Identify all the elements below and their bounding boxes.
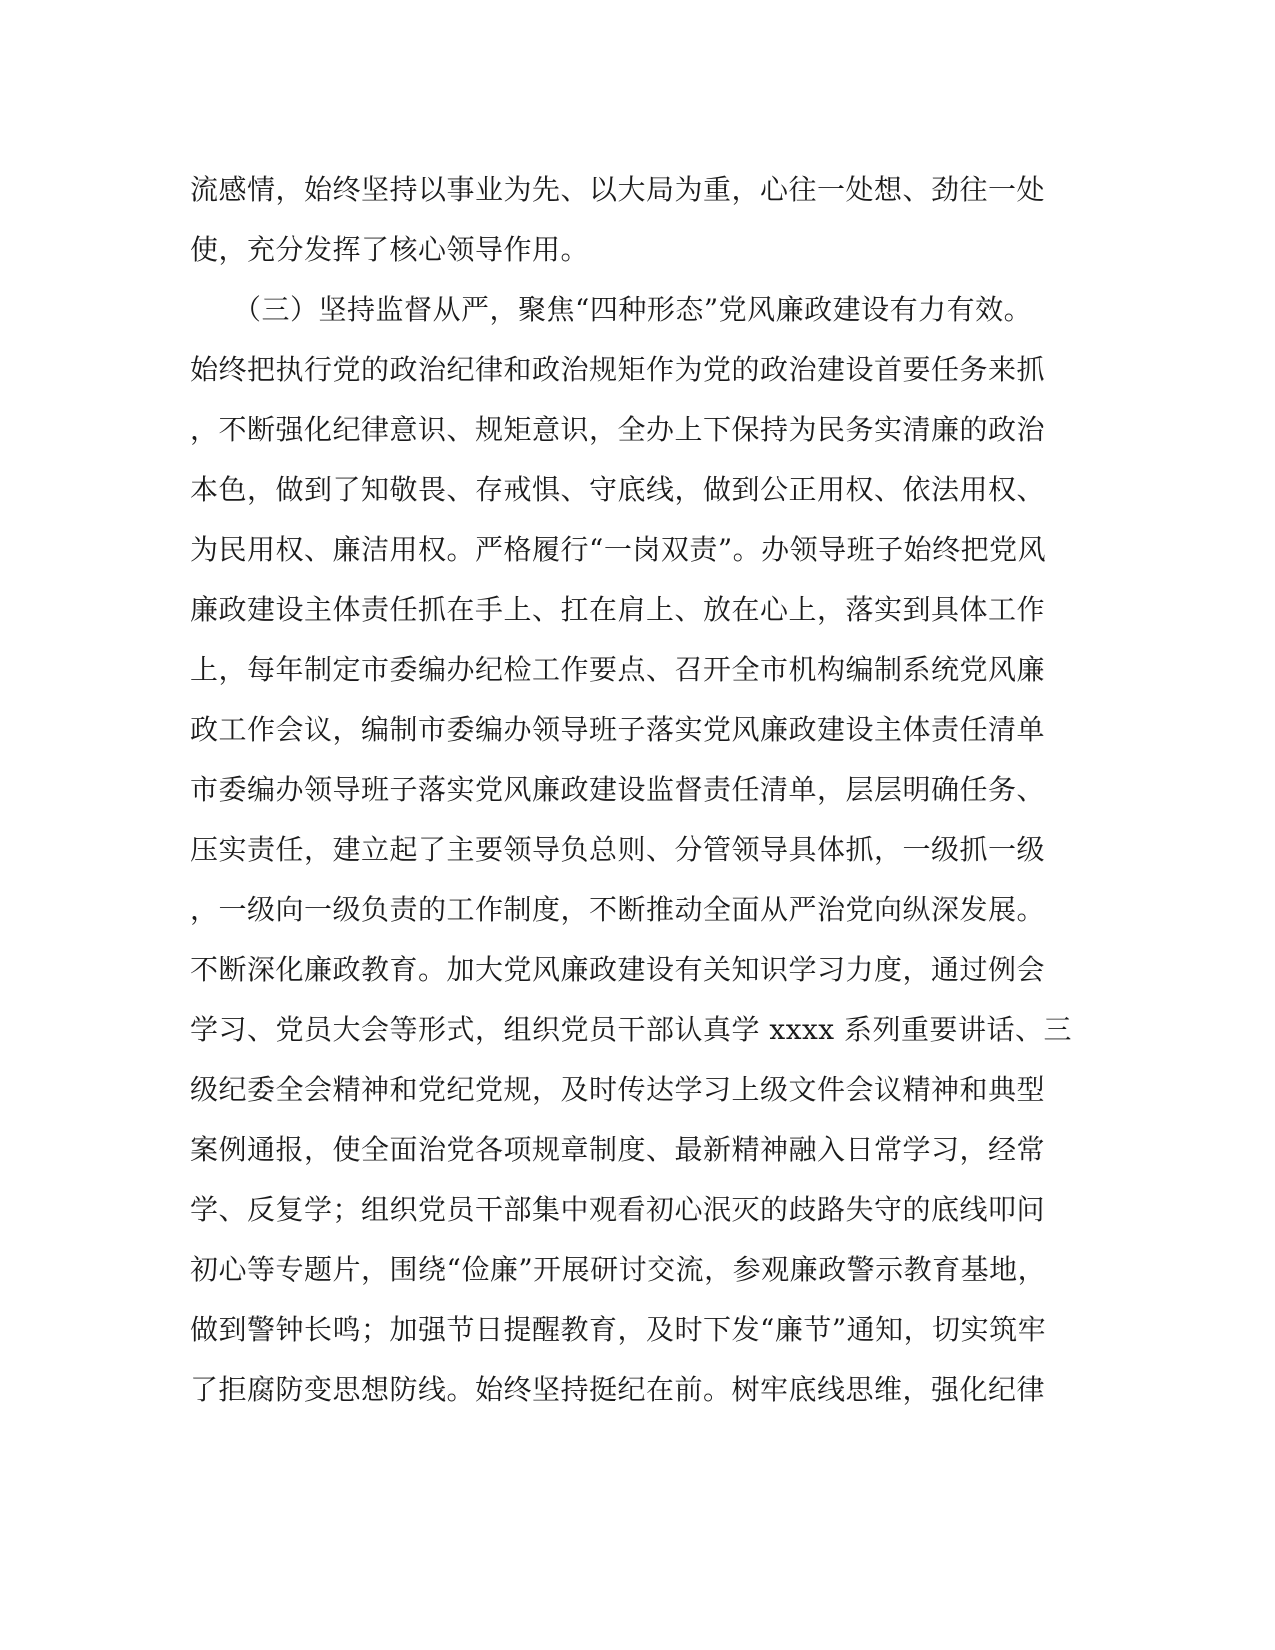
text-line: 本色，做到了知敬畏、存戒惧、守底线，做到公正用权、依法用权、 bbox=[190, 473, 1046, 506]
text-line: 政工作会议，编制市委编办领导班子落实党风廉政建设主体责任清单 bbox=[190, 713, 1046, 746]
text-line: 压实责任，建立起了主要领导负总则、分管领导具体抓，一级抓一级 bbox=[190, 833, 1046, 866]
text-line: 初心等专题片，围绕“俭廉”开展研讨交流，参观廉政警示教育基地， bbox=[190, 1253, 1047, 1286]
text-line: 学习、党员大会等形式，组织党员干部认真学 xxxx 系列重要讲话、三 bbox=[190, 1013, 1072, 1046]
text-line: 廉政建设主体责任抓在手上、扛在肩上、放在心上，落实到具体工作 bbox=[190, 593, 1046, 626]
text-line: 市委编办领导班子落实党风廉政建设监督责任清单，层层明确任务、 bbox=[190, 773, 1046, 806]
text-line: 上，每年制定市委编办纪检工作要点、召开全市机构编制系统党风廉 bbox=[190, 653, 1046, 686]
text-line: 案例通报，使全面治党各项规章制度、最新精神融入日常学习，经常 bbox=[190, 1133, 1046, 1166]
text-line: 做到警钟长鸣；加强节日提醒教育，及时下发“廉节”通知，切实筑牢 bbox=[190, 1313, 1047, 1346]
text-line: 学、反复学；组织党员干部集中观看初心泯灭的歧路失守的底线叩问 bbox=[190, 1193, 1046, 1226]
text-line: 不断深化廉政教育。加大党风廉政建设有关知识学习力度，通过例会 bbox=[190, 953, 1046, 986]
text-line: ，一级向一级负责的工作制度，不断推动全面从严治党向纵深发展。 bbox=[190, 893, 1046, 926]
text-line: 流感情，始终坚持以事业为先、以大局为重，心往一处想、劲往一处 bbox=[190, 173, 1046, 206]
text-line: 为民用权、廉洁用权。严格履行“一岗双责”。办领导班子始终把党风 bbox=[190, 533, 1047, 566]
text-line: 了拒腐防变思想防线。始终坚持挺纪在前。树牢底线思维，强化纪律 bbox=[190, 1373, 1046, 1406]
text-line: 级纪委全会精神和党纪党规，及时传达学习上级文件会议精神和典型 bbox=[190, 1073, 1046, 1106]
section-heading-line: （三）坚持监督从严，聚焦“四种形态”党风廉政建设有力有效。 bbox=[190, 293, 1033, 326]
text-line: 使，充分发挥了核心领导作用。 bbox=[190, 233, 590, 266]
text-line: 始终把执行党的政治纪律和政治规矩作为党的政治建设首要任务来抓 bbox=[190, 353, 1046, 386]
body-text bbox=[190, 160, 1080, 1420]
text-line: ，不断强化纪律意识、规矩意识，全办上下保持为民务实清廉的政治 bbox=[190, 413, 1046, 446]
